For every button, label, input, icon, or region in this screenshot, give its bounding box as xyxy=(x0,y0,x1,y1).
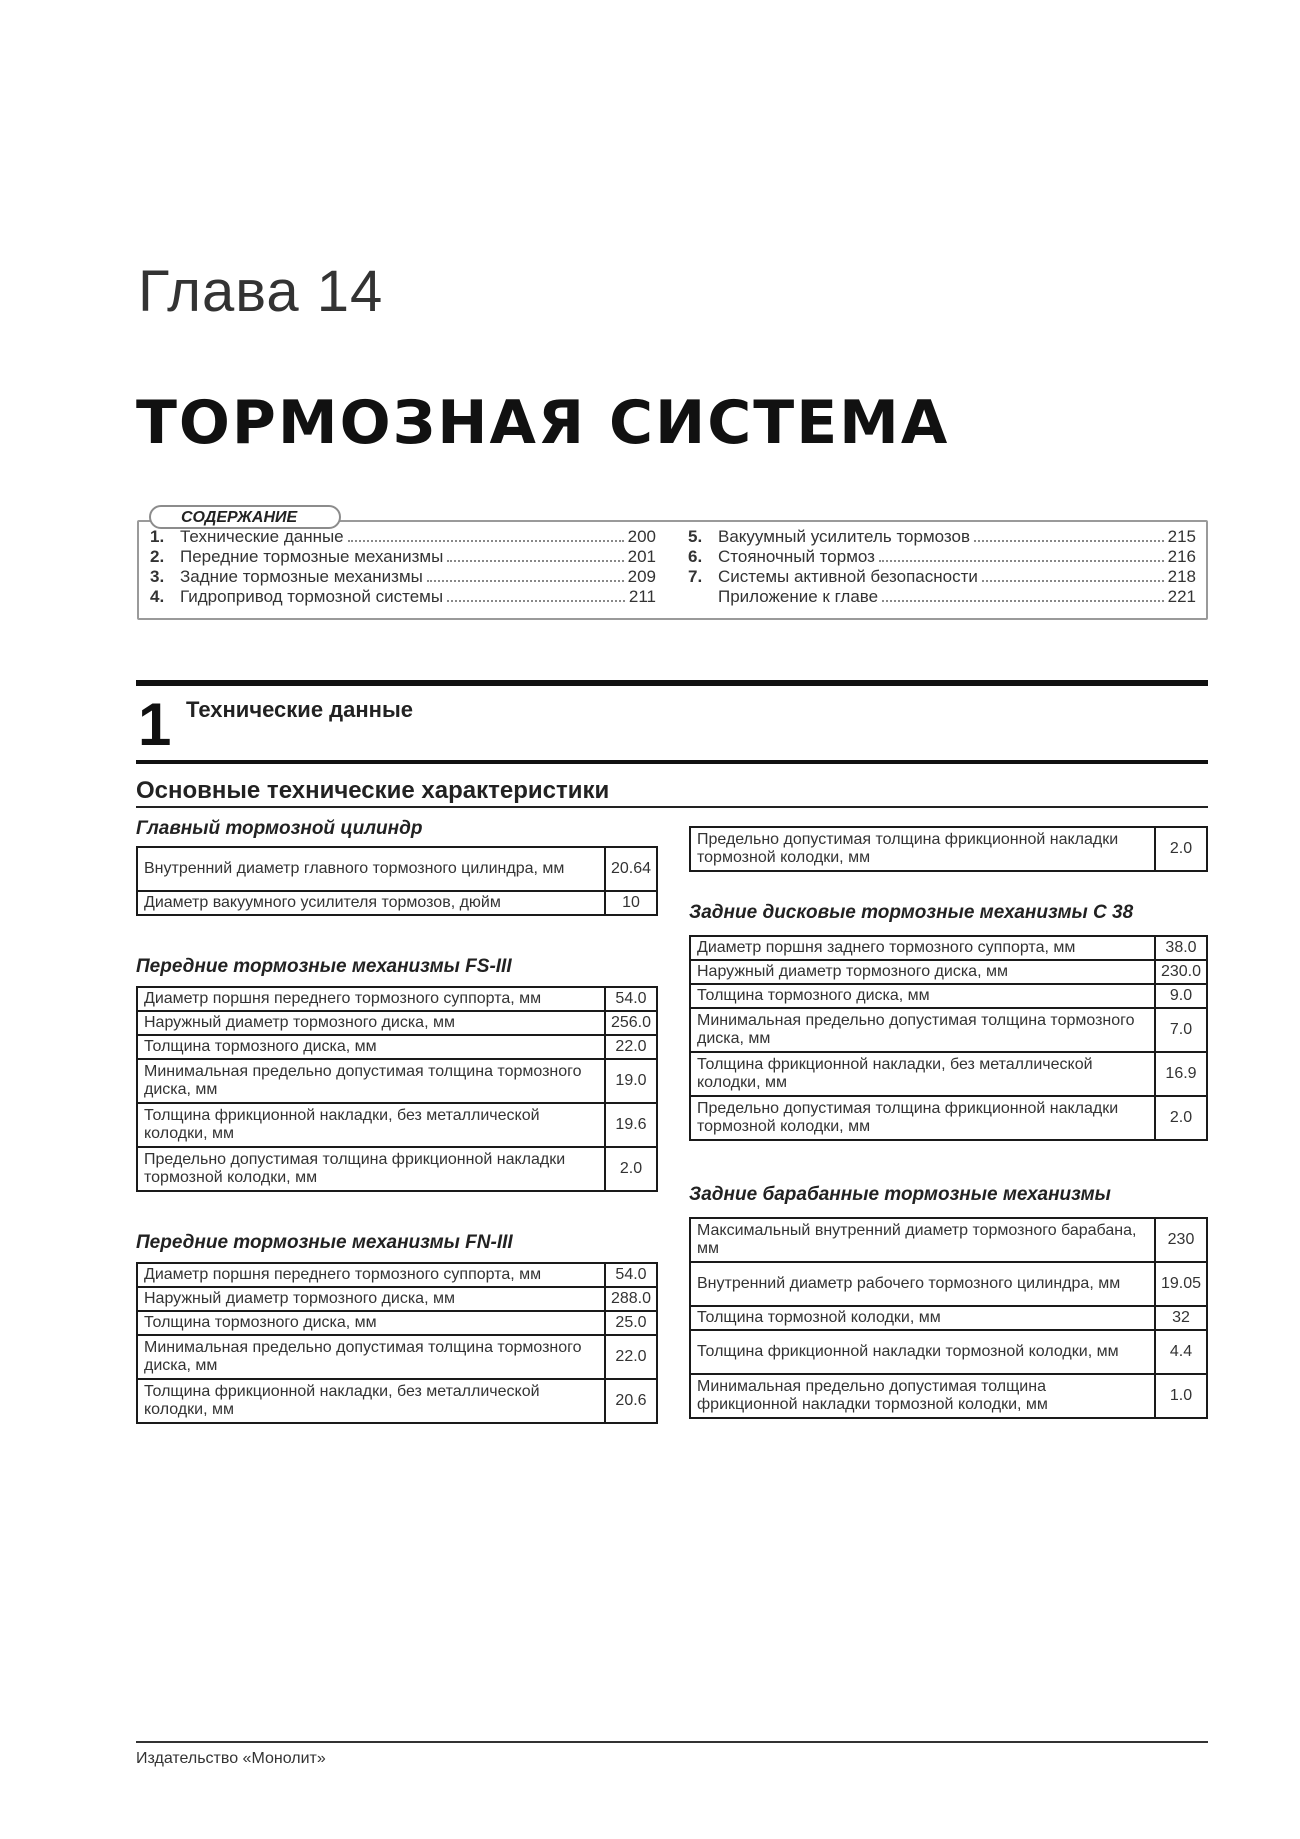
param-cell: Минимальная предельно допустимая толщина тормозного диска, мм xyxy=(137,1059,605,1103)
param-cell: Предельно допустимая толщина фрикционной накладки тормозной колодки, мм xyxy=(690,1096,1155,1140)
value-cell: 288.0 xyxy=(605,1287,657,1311)
param-cell: Толщина фрикционной накладки, без металлической колодки, мм xyxy=(137,1379,605,1423)
table-row xyxy=(690,1008,1207,1052)
value-cell: 20.6 xyxy=(605,1379,657,1423)
section-number: 1 xyxy=(138,691,172,758)
toc-leader xyxy=(974,540,1164,542)
toc-item-num: 2. xyxy=(150,547,165,566)
table-master-cylinder xyxy=(136,846,658,916)
value-cell: 9.0 xyxy=(1155,984,1207,1008)
table-row xyxy=(137,1035,657,1059)
toc-item-text: Технические данные xyxy=(180,527,344,546)
toc-item-num: 1. xyxy=(150,527,165,546)
table-front-fs3 xyxy=(136,986,658,1192)
param-cell: Минимальная предельно допустимая толщина тормозного диска, мм xyxy=(137,1335,605,1379)
section-rule-bottom xyxy=(136,760,1208,764)
value-cell: 1.0 xyxy=(1155,1374,1207,1418)
table-row xyxy=(690,960,1207,984)
toc-item-text: Стояночный тормоз xyxy=(718,547,875,566)
table-row xyxy=(137,1059,657,1103)
toc-item-page: 215 xyxy=(1167,527,1196,546)
table-row xyxy=(137,1311,657,1335)
block-title-front-fn3: Передние тормозные механизмы FN-III xyxy=(136,1232,513,1253)
toc-item[interactable] xyxy=(688,567,1196,587)
table-row xyxy=(690,1096,1207,1140)
value-cell: 256.0 xyxy=(605,1011,657,1035)
param-cell: Минимальная предельно допустимая толщина фрикционной накладки тормозной колодки, мм xyxy=(690,1374,1155,1418)
toc-leader xyxy=(348,540,624,542)
toc-item-text: Приложение к главе xyxy=(718,587,879,606)
param-cell: Толщина тормозного диска, мм xyxy=(137,1035,605,1059)
toc-item-text: Вакуумный усилитель тормозов xyxy=(718,527,970,546)
table-row xyxy=(690,1218,1207,1262)
value-cell: 22.0 xyxy=(605,1035,657,1059)
block-title-rear-disc: Задние дисковые тормозные механизмы С 38 xyxy=(689,902,1134,923)
value-cell: 25.0 xyxy=(605,1311,657,1335)
chapter-label: Глава 14 xyxy=(138,259,384,324)
table-row xyxy=(137,891,657,915)
toc-item-page: 221 xyxy=(1167,587,1196,606)
value-cell: 38.0 xyxy=(1155,936,1207,960)
toc-item-page: 218 xyxy=(1167,567,1196,586)
subsection-title: Основные технические характеристики xyxy=(136,777,610,804)
toc-item[interactable] xyxy=(150,527,656,547)
toc-item-num: 4. xyxy=(150,587,165,606)
toc-leader xyxy=(879,560,1164,562)
value-cell: 19.0 xyxy=(605,1059,657,1103)
table-row xyxy=(137,1011,657,1035)
table-row xyxy=(137,1379,657,1423)
value-cell: 4.4 xyxy=(1155,1330,1207,1374)
table-front-fn3 xyxy=(136,1262,658,1424)
value-cell: 54.0 xyxy=(605,1263,657,1287)
toc-item[interactable] xyxy=(150,567,656,587)
toc-item-text: Задние тормозные механизмы xyxy=(180,567,423,586)
table-row xyxy=(137,1103,657,1147)
param-cell: Толщина фрикционной накладки тормозной колодки, мм xyxy=(690,1330,1155,1374)
toc-item-num: 5. xyxy=(688,527,703,546)
value-cell: 19.05 xyxy=(1155,1262,1207,1306)
table-row xyxy=(690,1052,1207,1096)
toc-item[interactable] xyxy=(688,527,1196,547)
param-cell: Внутренний диаметр рабочего тормозного цилиндра, мм xyxy=(690,1262,1155,1306)
table-row xyxy=(690,827,1207,871)
subsection-rule xyxy=(136,806,1208,808)
block-title-front-fs3: Передние тормозные механизмы FS-III xyxy=(136,956,512,977)
param-cell: Диаметр поршня переднего тормозного суппорта, мм xyxy=(137,1263,605,1287)
table-row xyxy=(690,936,1207,960)
param-cell: Минимальная предельно допустимая толщина тормозного диска, мм xyxy=(690,1008,1155,1052)
toc-leader xyxy=(982,580,1164,582)
value-cell: 2.0 xyxy=(1155,1096,1207,1140)
toc-item-text: Системы активной безопасности xyxy=(718,567,978,586)
footer-publisher: Издательство «Монолит» xyxy=(136,1750,326,1767)
param-cell: Максимальный внутренний диаметр тормозного барабана, мм xyxy=(690,1218,1155,1262)
table-row xyxy=(690,1262,1207,1306)
page-title: ТОРМОЗНАЯ СИСТЕМА xyxy=(136,388,950,458)
toc-leader xyxy=(447,600,625,602)
toc-item-num: 7. xyxy=(688,567,703,586)
footer-rule xyxy=(136,1741,1208,1743)
param-cell: Наружный диаметр тормозного диска, мм xyxy=(137,1287,605,1311)
param-cell: Толщина тормозной колодки, мм xyxy=(690,1306,1155,1330)
toc-item-page: 209 xyxy=(627,567,656,586)
value-cell: 20.64 xyxy=(605,847,657,891)
table-row xyxy=(690,984,1207,1008)
toc-item-page: 211 xyxy=(628,587,656,606)
value-cell: 2.0 xyxy=(605,1147,657,1191)
param-cell: Диаметр поршня заднего тормозного суппорта, мм xyxy=(690,936,1155,960)
value-cell: 230.0 xyxy=(1155,960,1207,984)
value-cell: 19.6 xyxy=(605,1103,657,1147)
toc-item-text: Гидропривод тормозной системы xyxy=(180,587,444,606)
toc-column-right xyxy=(688,527,1196,607)
table-row xyxy=(137,1147,657,1191)
param-cell: Наружный диаметр тормозного диска, мм xyxy=(690,960,1155,984)
table-row xyxy=(137,987,657,1011)
value-cell: 230 xyxy=(1155,1218,1207,1262)
toc-column-left xyxy=(150,527,656,607)
param-cell: Толщина тормозного диска, мм xyxy=(137,1311,605,1335)
toc-item-num: 3. xyxy=(150,567,165,586)
toc-item[interactable] xyxy=(688,587,1196,607)
value-cell: 2.0 xyxy=(1155,827,1207,871)
table-row xyxy=(690,1306,1207,1330)
param-cell: Диаметр поршня переднего тормозного суппорта, мм xyxy=(137,987,605,1011)
table-row xyxy=(690,1374,1207,1418)
param-cell: Диаметр вакуумного усилителя тормозов, дюйм xyxy=(137,891,605,915)
param-cell: Толщина фрикционной накладки, без металлической колодки, мм xyxy=(137,1103,605,1147)
table-rear-drum xyxy=(689,1217,1208,1419)
block-title-rear-drum: Задние барабанные тормозные механизмы xyxy=(689,1184,1111,1205)
toc-leader xyxy=(427,580,624,582)
value-cell: 16.9 xyxy=(1155,1052,1207,1096)
toc-item[interactable] xyxy=(150,547,656,567)
param-cell: Толщина фрикционной накладки, без металлической колодки, мм xyxy=(690,1052,1155,1096)
toc-item-num: 6. xyxy=(688,547,703,566)
table-front-fn3-continued xyxy=(689,826,1208,872)
toc-item-page: 200 xyxy=(627,527,656,546)
table-row xyxy=(137,847,657,891)
toc-leader xyxy=(447,560,623,562)
table-row xyxy=(690,1330,1207,1374)
toc-item-page: 216 xyxy=(1167,547,1196,566)
value-cell: 32 xyxy=(1155,1306,1207,1330)
table-row xyxy=(137,1287,657,1311)
value-cell: 7.0 xyxy=(1155,1008,1207,1052)
table-row xyxy=(137,1263,657,1287)
value-cell: 22.0 xyxy=(605,1335,657,1379)
value-cell: 54.0 xyxy=(605,987,657,1011)
toc-item-text: Передние тормозные механизмы xyxy=(180,547,444,566)
value-cell: 10 xyxy=(605,891,657,915)
section-title: Технические данные xyxy=(186,697,413,722)
toc-label: СОДЕРЖАНИЕ xyxy=(149,505,341,529)
block-title-master-cylinder: Главный тормозной цилиндр xyxy=(136,818,423,839)
toc-leader xyxy=(882,600,1164,602)
param-cell: Наружный диаметр тормозного диска, мм xyxy=(137,1011,605,1035)
toc-item[interactable] xyxy=(150,587,656,607)
param-cell: Внутренний диаметр главного тормозного цилиндра, мм xyxy=(137,847,605,891)
param-cell: Предельно допустимая толщина фрикционной накладки тормозной колодки, мм xyxy=(137,1147,605,1191)
table-row xyxy=(137,1335,657,1379)
table-rear-disc xyxy=(689,935,1208,1141)
param-cell: Предельно допустимая толщина фрикционной накладки тормозной колодки, мм xyxy=(690,827,1155,871)
toc-item-page: 201 xyxy=(627,547,656,566)
toc-item[interactable] xyxy=(688,547,1196,567)
param-cell: Толщина тормозного диска, мм xyxy=(690,984,1155,1008)
section-rule-top xyxy=(136,680,1208,686)
